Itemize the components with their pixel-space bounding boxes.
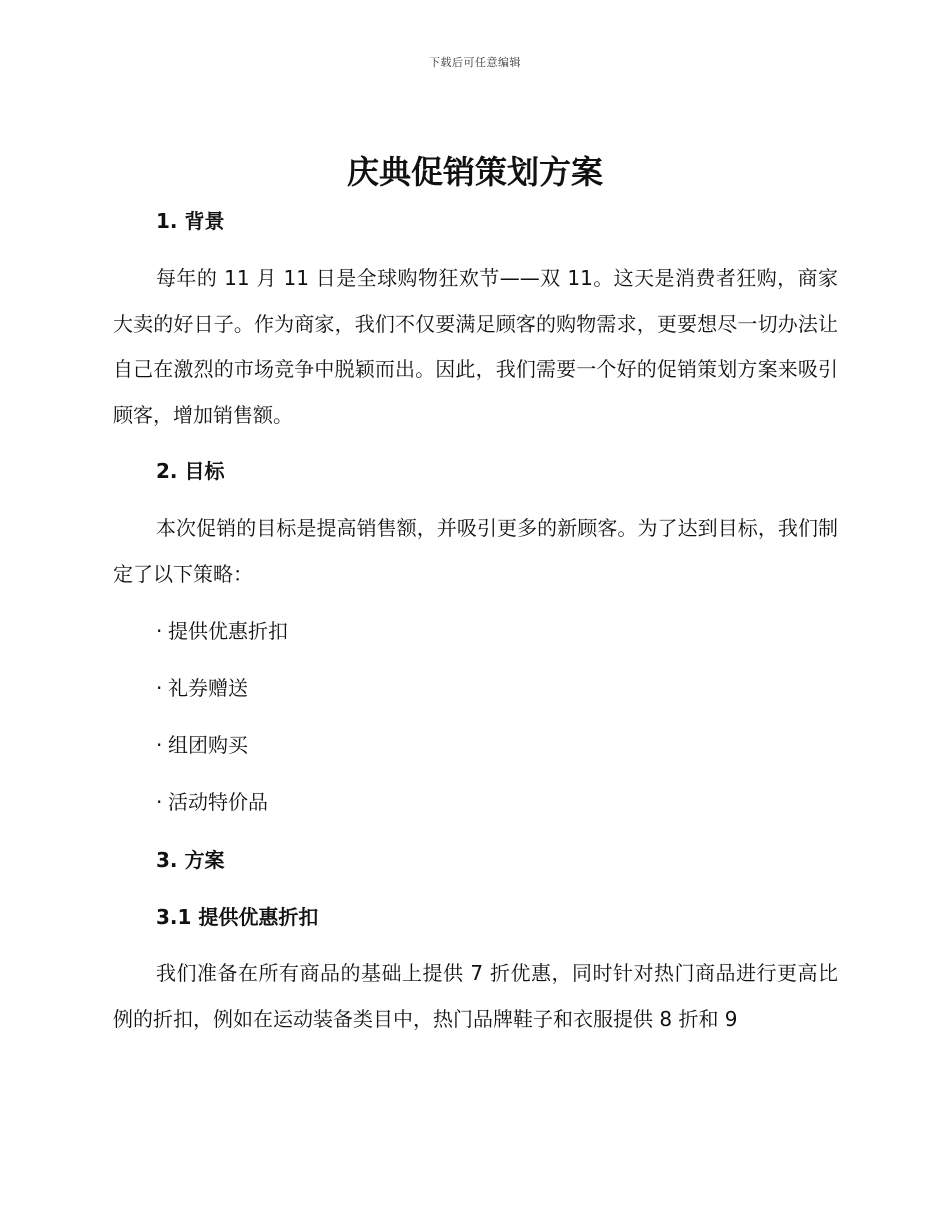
discount-paragraph: 我们准备在所有商品的基础上提供 7 折优惠，同时针对热门商品进行更高比例的折扣，例如在运动装备类目中，热门品牌鞋子和衣服提供 8 折和 9 (113, 961, 838, 1031)
strategy-label: 礼券赠送 (168, 676, 248, 700)
section-heading-background: 1. 背景 (156, 209, 225, 233)
bullet-dot: · (156, 733, 163, 757)
strategy-list-item (156, 617, 288, 645)
bullet-dot: · (156, 676, 163, 700)
section-heading-goal: 2. 目标 (156, 459, 225, 483)
strategy-list-item (156, 674, 248, 702)
strategy-label: 提供优惠折扣 (168, 619, 288, 643)
bullet-dot: · (156, 790, 163, 814)
document-title: 庆典促销策划方案 (346, 153, 603, 191)
strategy-list-item (156, 731, 248, 759)
bullet-dot: · (156, 619, 163, 643)
subsection-heading-discount: 3.1 提供优惠折扣 (156, 905, 319, 929)
section-heading-plan: 3. 方案 (156, 848, 225, 872)
background-paragraph: 每年的 11 月 11 日是全球购物狂欢节——双 11。这天是消费者狂购，商家大卖的好日子。作为商家，我们不仅要满足顾客的购物需求，更要想尽一切办法让自己在激烈的市场竞争中脱颖而出。因此，我们需要一个好的促销策划方案来吸引顾客，增加销售额。 (113, 266, 838, 427)
goal-paragraph: 本次促销的目标是提高销售额，并吸引更多的新顾客。为了达到目标，我们制定了以下策略： (113, 516, 838, 586)
header-note: 下载后可任意编辑 (429, 56, 521, 69)
strategy-list-item (156, 788, 268, 816)
strategy-label: 组团购买 (168, 733, 248, 757)
strategy-label: 活动特价品 (168, 790, 268, 814)
